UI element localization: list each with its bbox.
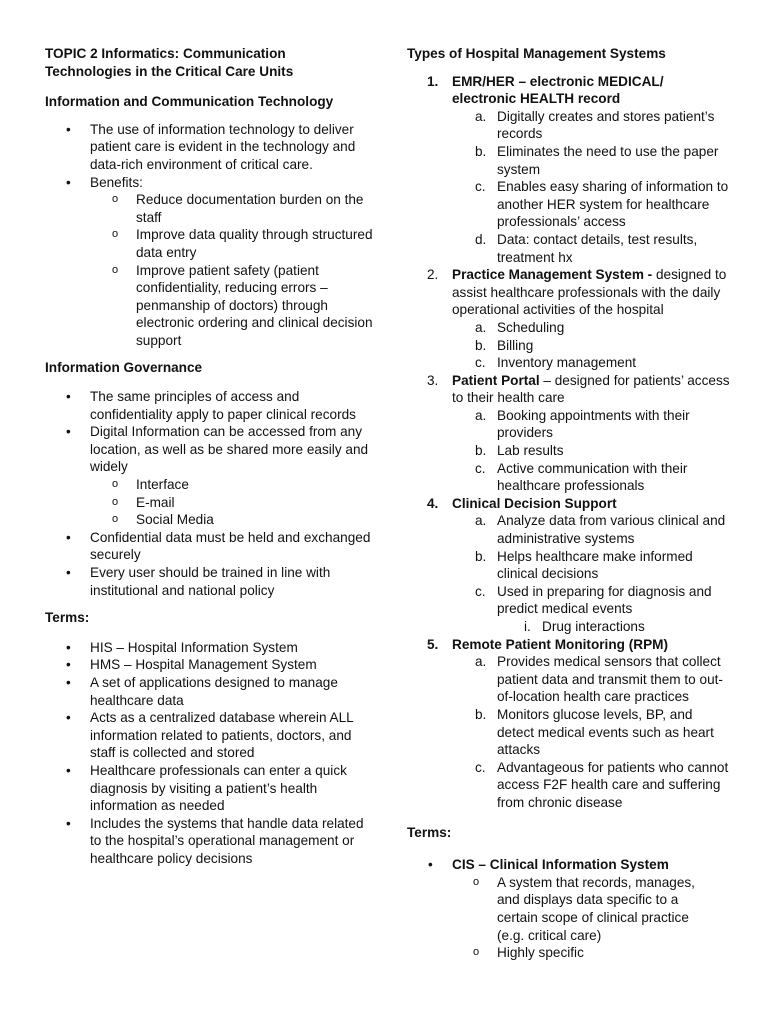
item-text: Advantageous for patients who cannot access F2F health care and suffering from chronic disease <box>497 759 729 810</box>
item-text: The same principles of access and confidentiality apply to paper clinical records <box>90 389 356 422</box>
list-item <box>45 674 375 709</box>
item-text: HMS – Hospital Management System <box>90 657 317 673</box>
item-letter: b. <box>475 443 487 459</box>
list-item <box>45 226 375 261</box>
list-item <box>407 636 731 654</box>
list-item <box>45 423 375 476</box>
list-item <box>407 944 731 962</box>
list-item <box>45 388 375 423</box>
item-text: Scheduling <box>497 319 565 335</box>
item-number: 1. <box>427 73 439 89</box>
circle-bullet-icon: o <box>473 946 480 959</box>
item-text: Monitors glucose levels, BP, and detect medical events such as heart attacks <box>497 706 714 758</box>
bullet-icon: • <box>66 710 71 726</box>
item-number: 5. <box>427 636 439 652</box>
list-item <box>407 495 731 513</box>
list-item <box>45 476 375 494</box>
hms-types-list <box>407 73 731 812</box>
bullet-icon: • <box>66 815 71 831</box>
list-item <box>407 337 731 355</box>
item-number: 4. <box>427 495 439 511</box>
item-text: Data: contact details, test results, treatment hx <box>497 231 698 265</box>
item-text: Benefits: <box>90 174 143 190</box>
item-text: Billing <box>497 337 534 353</box>
list-item <box>407 856 731 874</box>
item-letter: c. <box>475 355 486 371</box>
item-text: Digital Information can be accessed from any location, as well as be shared more easily and widely <box>90 424 369 475</box>
list-item <box>407 512 731 547</box>
ict-list <box>45 121 375 350</box>
item-text: Analyze data from various clinical and administrative systems <box>497 513 726 547</box>
system-name: Clinical Decision Support <box>452 495 617 511</box>
list-item <box>45 174 375 192</box>
circle-bullet-icon: o <box>112 478 119 491</box>
item-roman: i. <box>524 619 531 634</box>
item-letter: b. <box>475 337 487 353</box>
list-item <box>407 653 731 706</box>
list-item <box>407 618 731 636</box>
item-text: Eliminates the need to use the paper system <box>497 143 719 177</box>
item-text: Confidential data must be held and exchanged securely <box>90 529 371 563</box>
list-item <box>45 121 375 174</box>
item-text: Healthcare professionals can enter a quick diagnosis by visiting a patient’s health information as needed <box>90 762 347 814</box>
bullet-icon: • <box>66 529 71 545</box>
item-text: Used in preparing for diagnosis and predict medical events <box>497 583 712 617</box>
item-text: Drug interactions <box>542 619 645 634</box>
list-item <box>45 639 375 657</box>
list-item <box>407 583 731 618</box>
circle-bullet-icon: o <box>112 193 119 206</box>
list-item <box>407 874 731 944</box>
list-item <box>45 191 375 226</box>
bullet-icon: • <box>66 675 71 690</box>
item-text: E-mail <box>136 494 175 510</box>
list-item <box>407 108 731 143</box>
item-text: Improve data quality through structured data entry <box>136 227 373 260</box>
item-text: Helps healthcare make informed clinical decisions <box>497 548 693 582</box>
list-item <box>407 266 731 319</box>
terms-list-left <box>45 639 375 868</box>
bullet-icon: • <box>66 389 71 405</box>
item-text: A system that records, manages, and displays data specific to a certain scope of clinical practice (e.g. critical care) <box>497 874 695 943</box>
list-item <box>45 656 375 674</box>
item-text: HIS – Hospital Information System <box>90 639 298 655</box>
system-description: designed to assist healthcare professionals with the daily operational activities of the hospital <box>452 267 727 318</box>
terms-list-right <box>407 856 731 962</box>
list-item <box>407 73 731 108</box>
system-name: Remote Patient Monitoring (RPM) <box>452 636 668 652</box>
governance-list <box>45 388 375 599</box>
item-letter: d. <box>475 231 487 247</box>
item-letter: a. <box>475 319 487 335</box>
list-item <box>45 815 375 868</box>
ict-heading: Information and Communication Technology <box>45 94 334 110</box>
item-letter: b. <box>475 548 487 564</box>
list-item <box>45 529 375 564</box>
item-letter: a. <box>475 513 487 529</box>
item-number: 2. <box>427 267 439 283</box>
hms-types-heading: Types of Hospital Management Systems <box>407 46 666 61</box>
item-number: 3. <box>427 372 439 388</box>
item-text: Enables easy sharing of information to another HER system for healthcare professionals’ access <box>497 179 729 230</box>
list-item <box>407 319 731 337</box>
list-item <box>407 759 731 812</box>
item-letter: b. <box>475 143 487 159</box>
item-text: Acts as a centralized database wherein ALL information related to patients, doctors, and staff is collected and stored <box>90 710 354 761</box>
item-text: Improve patient safety (patient confidentiality, reducing errors – penmanship of doctors) through electronic ordering and clinical decision support <box>136 262 373 348</box>
list-item <box>407 548 731 583</box>
terms-heading-left: Terms: <box>45 610 90 626</box>
system-name: EMR/HER – electronic MEDICAL/ electronic HEALTH record <box>452 73 664 107</box>
document-title: TOPIC 2 Informatics: Communication Technologies in the Critical Care Units <box>45 46 294 79</box>
item-letter: c. <box>475 179 486 195</box>
item-text: Lab results <box>497 443 564 459</box>
right-column <box>407 45 731 962</box>
list-item <box>45 709 375 762</box>
item-letter: b. <box>475 706 487 722</box>
item-text: Every user should be trained in line with institutional and national policy <box>90 565 331 598</box>
item-text: Booking appointments with their providers <box>497 407 690 441</box>
item-text: Provides medical sensors that collect patient data and transmit them to out-of-location health care practices <box>497 654 723 705</box>
circle-bullet-icon: o <box>112 513 119 526</box>
item-letter: a. <box>475 108 487 124</box>
bullet-icon: • <box>428 857 433 873</box>
list-item <box>407 178 731 231</box>
item-text: Social Media <box>136 512 214 528</box>
governance-heading: Information Governance <box>45 359 203 375</box>
list-item <box>45 262 375 350</box>
item-text: Interface <box>136 477 189 493</box>
list-item <box>407 407 731 442</box>
bullet-icon: • <box>66 424 71 440</box>
list-item <box>407 442 731 460</box>
circle-bullet-icon: o <box>473 875 480 888</box>
list-item <box>45 564 375 599</box>
terms-heading-right: Terms: <box>407 824 452 840</box>
bullet-icon: • <box>66 174 71 190</box>
bullet-icon: • <box>66 121 71 137</box>
list-item <box>45 762 375 815</box>
item-text: Inventory management <box>497 355 637 371</box>
bullet-icon: • <box>66 657 71 673</box>
left-column <box>45 45 375 868</box>
circle-bullet-icon: o <box>112 263 119 276</box>
list-item <box>407 460 731 495</box>
item-text: The use of information technology to deliver patient care is evident in the technology and data-rich environment of critical care. <box>90 121 356 172</box>
system-description: – designed for patients’ access to their health care <box>452 372 730 406</box>
list-item <box>407 143 731 178</box>
item-letter: c. <box>475 583 486 599</box>
item-text: Active communication with their healthcare professionals <box>497 460 688 494</box>
circle-bullet-icon: o <box>112 495 119 508</box>
bullet-icon: • <box>66 762 71 778</box>
item-text: A set of applications designed to manage healthcare data <box>90 675 338 708</box>
system-name: Practice Management System - <box>452 267 653 283</box>
list-item <box>407 372 731 407</box>
circle-bullet-icon: o <box>112 228 119 241</box>
item-letter: a. <box>475 654 487 670</box>
item-text: CIS – Clinical Information System <box>452 857 669 873</box>
item-text: Includes the systems that handle data related to the hospital’s operational management or healthcare policy decisions <box>90 815 364 866</box>
system-name: Patient Portal <box>452 372 540 388</box>
list-item <box>407 706 731 759</box>
list-item <box>45 511 375 529</box>
item-text: Reduce documentation burden on the staff <box>136 192 364 225</box>
item-text: Highly specific <box>497 945 584 961</box>
item-text: Digitally creates and stores patient’s records <box>497 108 715 142</box>
list-item <box>407 354 731 372</box>
item-letter: c. <box>475 460 486 476</box>
bullet-icon: • <box>66 639 71 655</box>
item-letter: c. <box>475 759 486 775</box>
list-item <box>45 494 375 512</box>
item-letter: a. <box>475 407 487 423</box>
bullet-icon: • <box>66 565 71 581</box>
list-item <box>407 231 731 266</box>
